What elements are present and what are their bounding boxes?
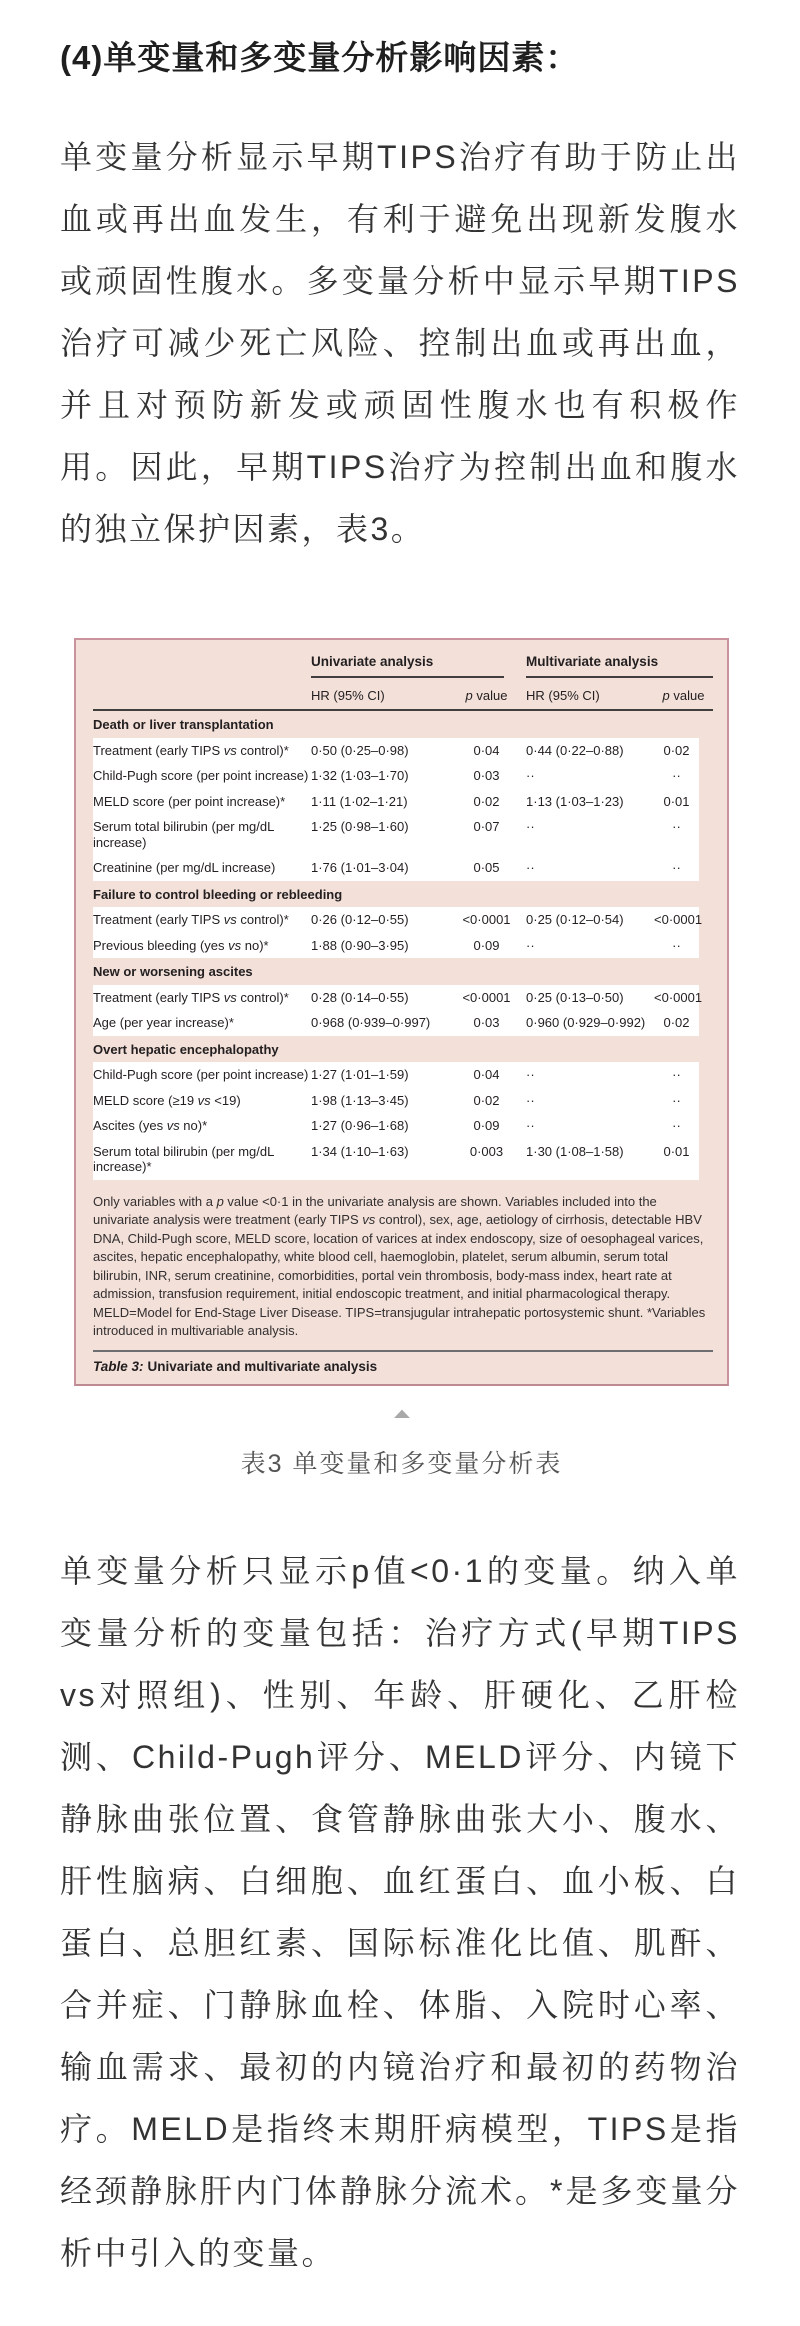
analysis-table-body	[93, 711, 713, 1180]
row-value: <0·0001	[654, 985, 713, 1011]
table3-figure	[74, 638, 729, 1480]
col-header-variable	[93, 678, 311, 712]
row-variable-label: Serum total bilirubin (per mg/dL increase)	[93, 814, 311, 855]
row-value: <0·0001	[447, 907, 526, 933]
row-value: ··	[526, 1062, 654, 1088]
row-value: 1·98 (1·13–3·45)	[311, 1088, 447, 1114]
row-value: ··	[654, 1062, 713, 1088]
lancet-table-card	[74, 638, 729, 1386]
row-value: 0·25 (0·12–0·54)	[526, 907, 654, 933]
table-group-header-row	[93, 653, 713, 678]
row-value: 0·07	[447, 814, 526, 855]
table-row	[93, 814, 713, 855]
row-value: 0·003	[447, 1139, 526, 1180]
row-value: 0·02	[654, 1010, 713, 1036]
figure-caption: 表3 单变量和多变量分析表	[240, 1450, 563, 1478]
row-value: 0·04	[447, 738, 526, 764]
row-variable-label: Age (per year increase)*	[93, 1010, 311, 1036]
row-value: 1·25 (0·98–1·60)	[311, 814, 447, 855]
row-value: 0·09	[447, 933, 526, 959]
table-row	[93, 933, 713, 959]
table-title-text: Univariate and multivariate analysis	[147, 1358, 378, 1374]
section-heading: (4)单变量和多变量分析影响因素：	[60, 39, 580, 76]
column-group-univariate	[311, 653, 526, 678]
row-value: 0·09	[447, 1113, 526, 1139]
col-header-p-univariate: p value	[447, 678, 526, 712]
row-value: 0·26 (0·12–0·55)	[311, 907, 447, 933]
table-row	[93, 855, 713, 881]
section-header: New or worsening ascites	[93, 964, 253, 979]
paragraph-1: 单变量分析显示早期TIPS治疗有助于防止出血或再出血发生，有利于避免出现新发腹水或顽固性腹水。多变量分析中显示早期TIPS治疗可减少死亡风险、控制出血或再出血，并且对预防新发或顽固性腹水也有积极作用。因此，早期TIPS治疗为控制出血和腹水的独立保护因素，表3。	[60, 139, 740, 547]
row-value: 0·02	[654, 738, 713, 764]
column-group-multivariate-label: Multivariate analysis	[526, 653, 713, 678]
row-variable-label: Treatment (early TIPS vs control)*	[93, 985, 311, 1011]
column-group-multivariate	[526, 653, 713, 678]
table-row	[93, 789, 713, 815]
section-header: Overt hepatic encephalopathy	[93, 1041, 279, 1057]
empty-corner-cell	[93, 653, 311, 678]
row-value: <0·0001	[447, 985, 526, 1011]
table-column-header-row	[93, 678, 713, 712]
row-value: 1·30 (1·08–1·58)	[526, 1139, 654, 1180]
row-variable-label: Creatinine (per mg/dL increase)	[93, 855, 311, 881]
row-value: ··	[526, 814, 654, 855]
row-value: 0·05	[447, 855, 526, 881]
row-value: 0·01	[654, 789, 713, 815]
row-variable-label: Child-Pugh score (per point increase)	[93, 763, 311, 789]
table-section-row	[93, 958, 713, 985]
row-variable-label: Previous bleeding (yes vs no)*	[93, 933, 311, 959]
row-value: 0·25 (0·13–0·50)	[526, 985, 654, 1011]
row-value: ··	[654, 933, 713, 959]
col-header-hr-univariate: HR (95% CI)	[311, 678, 447, 712]
table-row	[93, 1139, 713, 1180]
table-row	[93, 1010, 713, 1036]
row-value: 0·50 (0·25–0·98)	[311, 738, 447, 764]
analysis-table	[93, 653, 713, 1180]
row-value: ··	[654, 763, 713, 789]
row-value: ··	[526, 855, 654, 881]
row-value: 0·02	[447, 789, 526, 815]
row-variable-label: MELD score (≥19 vs <19)	[93, 1088, 311, 1114]
row-value: 1·76 (1·01–3·04)	[311, 855, 447, 881]
row-value: 0·968 (0·939–0·997)	[311, 1010, 447, 1036]
table-section-row	[93, 1036, 713, 1063]
row-value: 0·28 (0·14–0·55)	[311, 985, 447, 1011]
row-variable-label: Child-Pugh score (per point increase)	[93, 1062, 311, 1088]
row-value: 0·03	[447, 763, 526, 789]
row-value: ··	[526, 1088, 654, 1114]
table-row	[93, 1113, 713, 1139]
row-value: ··	[526, 1113, 654, 1139]
row-variable-label: Serum total bilirubin (per mg/dL increase)*	[93, 1139, 311, 1180]
paragraph-2: 单变量分析只显示p值<0·1的变量。纳入单变量分析的变量包括：治疗方式(早期TIPS vs对照组)、性别、年龄、肝硬化、乙肝检测、Child-Pugh评分、MELD评分、内镜下静脉曲张位置、食管静脉曲张大小、腹水、肝性脑病、白细胞、血红蛋白、血小板、白蛋白、总胆红素、国际标准化比值、肌酐、合并症、门静脉血栓、体脂、入院时心率、输血需求、最初的内镜治疗和最初的药物治疗。MELD是指终末期肝病模型，TIPS是指经颈静脉肝内门体静脉分流术。*是多变量分析中引入的变量。	[60, 1553, 740, 2271]
table-section-row	[93, 711, 713, 738]
row-value: 0·44 (0·22–0·88)	[526, 738, 654, 764]
row-value: ··	[654, 814, 713, 855]
row-value: 0·02	[447, 1088, 526, 1114]
row-value: ··	[526, 763, 654, 789]
row-value: 1·27 (1·01–1·59)	[311, 1062, 447, 1088]
row-value: 0·04	[447, 1062, 526, 1088]
table-footnote: Only variables with a p value <0·1 in the univariate analysis are shown. Variables included into the univariate analysis were treatment (early TIPS vs control), sex, age, aetiology of cirrhosis, detectable HBV DNA, Child-Pugh score, MELD score, location of varices at index endoscopy, size of oesophageal varices, ascites, hepatic encephalopathy, white blood cell, haemoglobin, platelet, serum albumin, serum total bilirubin, INR, serum creatinine, comorbidities, portal vein thrombosis, body-mass index, heart rate at admission, transfusion requirement, initial endoscopic treatment, and initial pharmacological therapy. MELD=Model for End-Stage Liver Disease. TIPS=transjugular intrahepatic portosystemic shunt. *Variables introduced in multivariable analysis.	[93, 1186, 713, 1352]
row-value: 0·03	[447, 1010, 526, 1036]
table-section-row	[93, 881, 713, 908]
table-row	[93, 1062, 713, 1088]
row-value: ··	[654, 1088, 713, 1114]
row-variable-label: Treatment (early TIPS vs control)*	[93, 738, 311, 764]
row-value: ··	[654, 1113, 713, 1139]
table-row	[93, 738, 713, 764]
section-header: Death or liver transplantation	[93, 717, 274, 732]
col-header-p-multivariate: p value	[654, 678, 713, 712]
row-value: 0·960 (0·929–0·992)	[526, 1010, 654, 1036]
table-row	[93, 985, 713, 1011]
column-group-univariate-label: Univariate analysis	[311, 653, 504, 678]
section-header: Failure to control bleeding or rebleeding	[93, 886, 343, 902]
collapse-triangle-icon: ▲	[388, 1405, 415, 1421]
row-value: 1·34 (1·10–1·63)	[311, 1139, 447, 1180]
row-value: 1·13 (1·03–1·23)	[526, 789, 654, 815]
row-variable-label: Ascites (yes vs no)*	[93, 1113, 311, 1139]
table-row	[93, 1088, 713, 1114]
table-row	[93, 907, 713, 933]
row-value: 1·11 (1·02–1·21)	[311, 789, 447, 815]
row-value: 1·32 (1·03–1·70)	[311, 763, 447, 789]
row-value: 1·88 (0·90–3·95)	[311, 933, 447, 959]
table-title-prefix: Table 3:	[93, 1358, 144, 1374]
row-variable-label: Treatment (early TIPS vs control)*	[93, 907, 311, 933]
table-row	[93, 763, 713, 789]
col-header-hr-multivariate: HR (95% CI)	[526, 678, 654, 712]
table-title	[93, 1352, 713, 1379]
row-value: <0·0001	[654, 907, 713, 933]
row-value: ··	[654, 855, 713, 881]
row-value: 0·01	[654, 1139, 713, 1180]
row-value: 1·27 (0·96–1·68)	[311, 1113, 447, 1139]
row-variable-label: MELD score (per point increase)*	[93, 789, 311, 815]
row-value: ··	[526, 933, 654, 959]
